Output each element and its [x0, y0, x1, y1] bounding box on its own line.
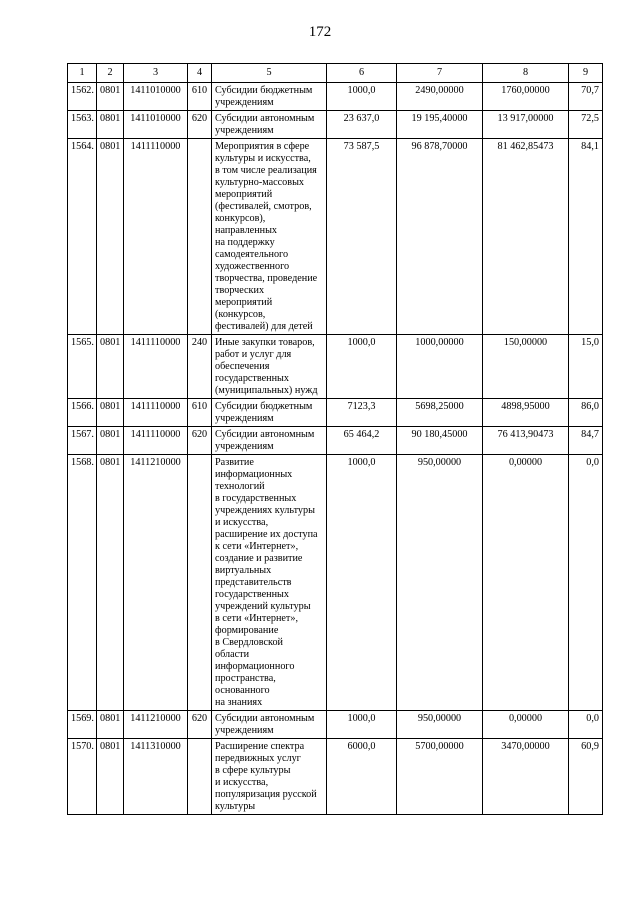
expense-type-code: 610 [188, 83, 212, 111]
item-name-line: учреждений культуры [215, 601, 311, 612]
execution-percent: 84,7 [569, 427, 603, 455]
executed-amount: 1760,00000 [483, 83, 569, 111]
expense-type-code [188, 739, 212, 815]
plan-amount: 73 587,5 [327, 139, 397, 335]
executed-amount: 81 462,85473 [483, 139, 569, 335]
item-name-line: учреждениям [215, 441, 274, 452]
expense-type-code [188, 139, 212, 335]
expense-type-code: 610 [188, 399, 212, 427]
item-name-line: формирование [215, 625, 279, 636]
item-name-line: культуры и искусства, [215, 153, 311, 164]
item-name-line: в сети «Интернет», [215, 613, 299, 624]
item-name-line: мероприятий [215, 189, 273, 200]
executed-amount: 4898,95000 [483, 399, 569, 427]
target-code: 1411010000 [124, 111, 188, 139]
plan-amount: 6000,0 [327, 739, 397, 815]
item-name-line: Субсидии автономным [215, 113, 315, 124]
table-row [68, 711, 603, 739]
table-row [68, 739, 603, 815]
row-number: 1567. [68, 427, 97, 455]
execution-percent: 86,0 [569, 399, 603, 427]
table-row [68, 83, 603, 111]
table-row [68, 335, 603, 399]
execution-percent: 0,0 [569, 455, 603, 711]
execution-percent: 0,0 [569, 711, 603, 739]
item-name-line: на поддержку [215, 237, 275, 248]
item-name-line: создание и развитие [215, 553, 303, 564]
plan-amount: 1000,0 [327, 711, 397, 739]
item-name-line: в сфере культуры [215, 765, 291, 776]
approved-amount: 1000,00000 [397, 335, 483, 399]
row-number: 1568. [68, 455, 97, 711]
item-name-line: Субсидии автономным [215, 713, 315, 724]
item-name-line: Развитие [215, 457, 254, 468]
section-code: 0801 [97, 399, 124, 427]
row-number: 1563. [68, 111, 97, 139]
item-name-line: на знаниях [215, 697, 263, 708]
row-number: 1562. [68, 83, 97, 111]
section-code: 0801 [97, 83, 124, 111]
target-code: 1411110000 [124, 399, 188, 427]
approved-amount: 90 180,45000 [397, 427, 483, 455]
item-name-line: работ и услуг для [215, 349, 292, 360]
item-name [212, 455, 327, 711]
section-code: 0801 [97, 711, 124, 739]
item-name [212, 335, 327, 399]
item-name-line: технологий [215, 481, 265, 492]
item-name-line: к сети «Интернет», [215, 541, 299, 552]
item-name-line: Субсидии бюджетным [215, 85, 313, 96]
target-code: 1411210000 [124, 711, 188, 739]
item-name-line: культуры [215, 801, 256, 812]
item-name [212, 711, 327, 739]
item-name-line: в том числе реализация [215, 165, 317, 176]
approved-amount: 2490,00000 [397, 83, 483, 111]
header-col-6: 6 [327, 64, 397, 83]
item-name [212, 399, 327, 427]
budget-table [67, 63, 603, 815]
item-name-line: учреждениям [215, 97, 274, 108]
item-name-line: мероприятий [215, 297, 273, 308]
item-name-line: направленных [215, 225, 278, 236]
item-name [212, 83, 327, 111]
item-name-line: представительств [215, 577, 292, 588]
item-name-line: художественного [215, 261, 290, 272]
table-row [68, 139, 603, 335]
plan-amount: 1000,0 [327, 83, 397, 111]
item-name [212, 139, 327, 335]
section-code: 0801 [97, 139, 124, 335]
table-row [68, 399, 603, 427]
header-col-2: 2 [97, 64, 124, 83]
header-col-9: 9 [569, 64, 603, 83]
header-col-8: 8 [483, 64, 569, 83]
section-code: 0801 [97, 335, 124, 399]
executed-amount: 0,00000 [483, 455, 569, 711]
table-row [68, 111, 603, 139]
item-name-line: Субсидии автономным [215, 429, 315, 440]
plan-amount: 65 464,2 [327, 427, 397, 455]
executed-amount: 76 413,90473 [483, 427, 569, 455]
item-name-line: учреждениям [215, 725, 274, 736]
item-name-line: (фестивалей, смотров, [215, 201, 312, 212]
item-name-line: фестивалей) для детей [215, 321, 313, 332]
row-number: 1564. [68, 139, 97, 335]
item-name-line: творческих [215, 285, 265, 296]
item-name-line: творчества, проведение [215, 273, 318, 284]
section-code: 0801 [97, 739, 124, 815]
item-name-line: области [215, 649, 250, 660]
target-code: 1411010000 [124, 83, 188, 111]
item-name-line: государственных [215, 373, 289, 384]
item-name-line: конкурсов), [215, 213, 266, 224]
item-name-line: Субсидии бюджетным [215, 401, 313, 412]
item-name-line: расширение их доступа [215, 529, 318, 540]
expense-type-code: 620 [188, 711, 212, 739]
approved-amount: 5698,25000 [397, 399, 483, 427]
section-code: 0801 [97, 427, 124, 455]
header-col-1: 1 [68, 64, 97, 83]
target-code: 1411210000 [124, 455, 188, 711]
execution-percent: 84,1 [569, 139, 603, 335]
header-col-3: 3 [124, 64, 188, 83]
plan-amount: 1000,0 [327, 455, 397, 711]
row-number: 1565. [68, 335, 97, 399]
execution-percent: 15,0 [569, 335, 603, 399]
approved-amount: 950,00000 [397, 455, 483, 711]
execution-percent: 72,5 [569, 111, 603, 139]
executed-amount: 3470,00000 [483, 739, 569, 815]
item-name-line: учреждениям [215, 125, 274, 136]
header-col-5: 5 [212, 64, 327, 83]
expense-type-code: 620 [188, 427, 212, 455]
item-name-line: популяризация русской [215, 789, 317, 800]
item-name-line: Расширение спектра [215, 741, 305, 752]
item-name-line: культурно-массовых [215, 177, 305, 188]
executed-amount: 13 917,00000 [483, 111, 569, 139]
approved-amount: 96 878,70000 [397, 139, 483, 335]
item-name-line: виртуальных [215, 565, 272, 576]
table-row [68, 455, 603, 711]
expense-type-code: 620 [188, 111, 212, 139]
item-name-line: Иные закупки товаров, [215, 337, 315, 348]
executed-amount: 150,00000 [483, 335, 569, 399]
item-name-line: учреждениям [215, 413, 274, 424]
item-name-line: государственных [215, 589, 289, 600]
execution-percent: 70,7 [569, 83, 603, 111]
item-name-line: и искусства, [215, 517, 269, 528]
item-name-line: основанного [215, 685, 270, 696]
target-code: 1411110000 [124, 427, 188, 455]
item-name-line: (муниципальных) нужд [215, 385, 318, 396]
execution-percent: 60,9 [569, 739, 603, 815]
target-code: 1411110000 [124, 139, 188, 335]
section-code: 0801 [97, 455, 124, 711]
expense-type-code [188, 455, 212, 711]
table-header-row [68, 64, 603, 83]
header-col-7: 7 [397, 64, 483, 83]
plan-amount: 7123,3 [327, 399, 397, 427]
item-name [212, 739, 327, 815]
expense-type-code: 240 [188, 335, 212, 399]
table-body [68, 83, 603, 815]
item-name-line: пространства, [215, 673, 276, 684]
executed-amount: 0,00000 [483, 711, 569, 739]
item-name-line: (конкурсов, [215, 309, 266, 320]
row-number: 1570. [68, 739, 97, 815]
section-code: 0801 [97, 111, 124, 139]
row-number: 1566. [68, 399, 97, 427]
row-number: 1569. [68, 711, 97, 739]
target-code: 1411110000 [124, 335, 188, 399]
item-name-line: обеспечения [215, 361, 270, 372]
item-name [212, 111, 327, 139]
item-name [212, 427, 327, 455]
item-name-line: информационного [215, 661, 295, 672]
approved-amount: 5700,00000 [397, 739, 483, 815]
item-name-line: Мероприятия в сфере [215, 141, 310, 152]
approved-amount: 950,00000 [397, 711, 483, 739]
plan-amount: 1000,0 [327, 335, 397, 399]
item-name-line: в государственных [215, 493, 297, 504]
target-code: 1411310000 [124, 739, 188, 815]
item-name-line: самодеятельного [215, 249, 289, 260]
approved-amount: 19 195,40000 [397, 111, 483, 139]
plan-amount: 23 637,0 [327, 111, 397, 139]
item-name-line: и искусства, [215, 777, 269, 788]
table-row [68, 427, 603, 455]
item-name-line: в Свердловской [215, 637, 283, 648]
item-name-line: информационных [215, 469, 293, 480]
page-number: 172 [308, 24, 332, 40]
header-col-4: 4 [188, 64, 212, 83]
item-name-line: учреждениях культуры [215, 505, 315, 516]
item-name-line: передвижных услуг [215, 753, 301, 764]
